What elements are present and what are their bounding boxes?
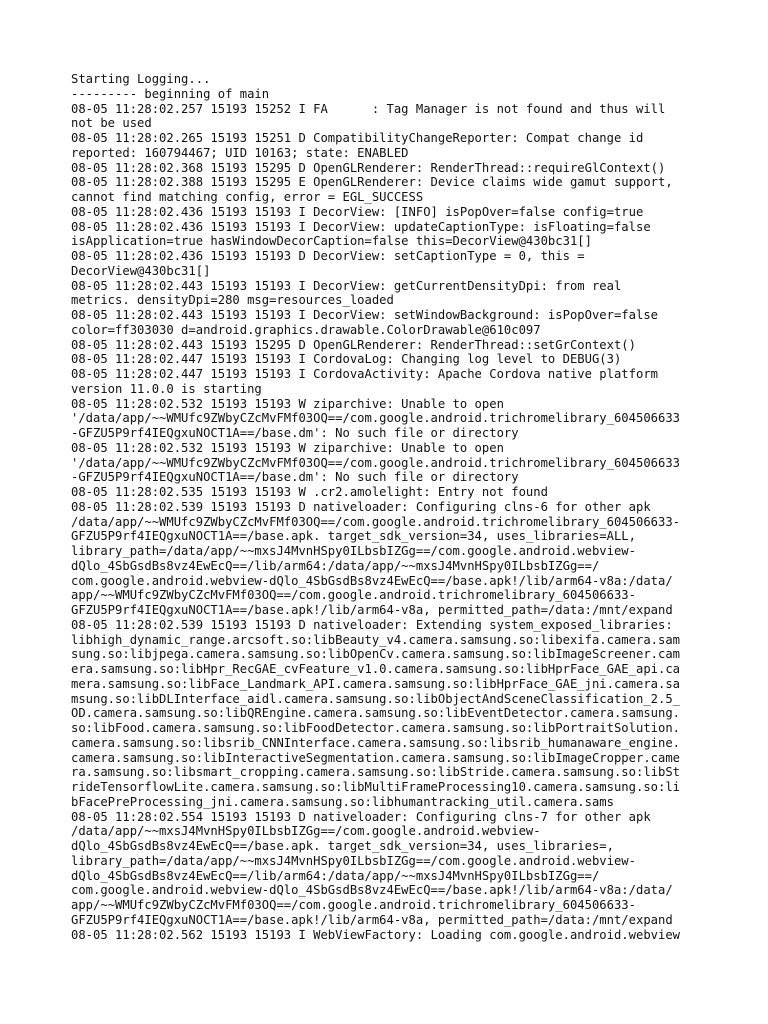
log-line: GFZU5P9rf4IEQgxuNOCT1A==/base.apk!/lib/arm64-v8a, permitted_path=/data:/mnt/expand xyxy=(71,603,673,617)
log-line: /data/app/~~WMUfc9ZWbyCZcMvFMf03OQ==/com.google.android.trichromelibrary_604506633- xyxy=(71,514,681,529)
log-line: msung.so:libDLInterface_aidl.camera.samsung.so:libObjectAndSceneClassification_2.5_ xyxy=(71,691,681,706)
log-line: 08-05 11:28:02.265 15193 15251 D CompatibilityChangeReporter: Compat change id xyxy=(71,131,644,145)
log-line: sung.so:libjpega.camera.samsung.so:libOpenCv.camera.samsung.so:libImageScreener.cam xyxy=(71,647,681,662)
log-line: dQlo_4SbGsdBs8vz4EwEcQ==/base.apk. target_sdk_version=34, uses_libraries=, xyxy=(71,839,614,853)
log-line: GFZU5P9rf4IEQgxuNOCT1A==/base.apk. target_sdk_version=34, uses_libraries=ALL, xyxy=(71,529,636,544)
log-line: GFZU5P9rf4IEQgxuNOCT1A==/base.apk!/lib/arm64-v8a, permitted_path=/data:/mnt/expand xyxy=(71,912,673,927)
log-line: libhigh_dynamic_range.arcsoft.so:libBeauty_v4.camera.samsung.so:libexifa.camera.sam xyxy=(71,632,681,647)
log-line: 08-05 11:28:02.447 15193 15193 I CordovaLog: Changing log level to DEBUG(3) xyxy=(71,352,622,367)
log-line: -GFZU5P9rf4IEQgxuNOCT1A==/base.dm': No such file or directory xyxy=(71,426,519,440)
log-line: '/data/app/~~WMUfc9ZWbyCZcMvFMf03OQ==/com.google.android.trichromelibrary_604506633 xyxy=(71,455,681,470)
log-line: DecorView@430bc31[] xyxy=(71,263,211,278)
log-line: 08-05 11:28:02.436 15193 15193 I DecorView: [INFO] isPopOver=false config=true xyxy=(71,204,644,219)
log-line: 08-05 11:28:02.554 15193 15193 D nativeloader: Configuring clns-7 for other apk xyxy=(71,809,651,824)
log-line: 08-05 11:28:02.532 15193 15193 W ziparchive: Unable to open xyxy=(71,396,504,411)
log-line: 08-05 11:28:02.443 15193 15193 I DecorView: getCurrentDensityDpi: from real xyxy=(71,278,622,293)
log-line: not be used xyxy=(71,116,152,131)
log-line: OD.camera.samsung.so:libQREngine.camera.samsung.so:libEventDetector.camera.samsung. xyxy=(71,706,681,721)
log-line: cannot find matching config, error = EGL_SUCCESS xyxy=(71,190,424,204)
log-line: reported: 160794467; UID 10163; state: ENABLED xyxy=(71,145,409,160)
log-line: 08-05 11:28:02.257 15193 15252 I FA : Tag Manager is not found and thus will xyxy=(71,101,666,116)
log-line: era.samsung.so:libHpr_RecGAE_cvFeature_v1.0.camera.samsung.so:libHprFace_GAE_api.ca xyxy=(71,662,681,676)
log-line: app/~~WMUfc9ZWbyCZcMvFMf03OQ==/com.google.android.trichromelibrary_604506633- xyxy=(71,898,636,912)
log-line: com.google.android.webview-dQlo_4SbGsdBs8vz4EwEcQ==/base.apk!/lib/arm64-v8a:/data/ xyxy=(71,883,673,898)
log-line: version 11.0.0 is starting xyxy=(71,381,262,396)
log-line: /data/app/~~mxsJ4MvnHSpy0ILbsbIZGg==/com.google.android.webview- xyxy=(71,824,541,839)
log-line: bFacePreProcessing_jni.camera.samsung.so:libhumantracking_util.camera.sams xyxy=(71,794,614,809)
log-line: library_path=/data/app/~~mxsJ4MvnHSpy0ILbsbIZGg==/com.google.android.webview- xyxy=(71,853,636,868)
log-line: 08-05 11:28:02.539 15193 15193 D nativeloader: Configuring clns-6 for other apk xyxy=(71,499,651,514)
log-line: 08-05 11:28:02.532 15193 15193 W ziparchive: Unable to open xyxy=(71,440,504,455)
log-line: Starting Logging... xyxy=(71,72,211,86)
log-line: 08-05 11:28:02.388 15193 15295 E OpenGLRenderer: Device claims wide gamut support, xyxy=(71,175,673,190)
log-line: metrics. densityDpi=280 msg=resources_loaded xyxy=(71,293,394,308)
log-line: camera.samsung.so:libsrib_CNNInterface.camera.samsung.so:libsrib_humanaware_engine. xyxy=(71,735,681,750)
log-line: isApplication=true hasWindowDecorCaption=false this=DecorView@430bc31[] xyxy=(71,234,592,249)
log-line: ra.samsung.so:libsmart_cropping.camera.samsung.so:libStride.camera.samsung.so:libSt xyxy=(71,765,681,780)
log-line: 08-05 11:28:02.436 15193 15193 D DecorView: setCaptionType = 0, this = xyxy=(71,249,585,263)
log-line: --------- beginning of main xyxy=(71,86,270,101)
log-line: 08-05 11:28:02.447 15193 15193 I CordovaActivity: Apache Cordova native platform xyxy=(71,367,658,381)
log-line: 08-05 11:28:02.562 15193 15193 I WebViewFactory: Loading com.google.android.webview xyxy=(71,927,681,942)
log-line: color=ff303030 d=android.graphics.drawable.ColorDrawable@610c097 xyxy=(71,322,541,337)
log-line: '/data/app/~~WMUfc9ZWbyCZcMvFMf03OQ==/com.google.android.trichromelibrary_604506633 xyxy=(71,411,681,426)
log-line: app/~~WMUfc9ZWbyCZcMvFMf03OQ==/com.google.android.trichromelibrary_604506633- xyxy=(71,588,636,603)
log-line: 08-05 11:28:02.443 15193 15295 D OpenGLRenderer: RenderThread::setGrContext() xyxy=(71,337,636,352)
log-line: mera.samsung.so:libFace_Landmark_API.camera.samsung.so:libHprFace_GAE_jni.camera.sa xyxy=(71,676,681,691)
log-output xyxy=(71,72,711,942)
log-line: dQlo_4SbGsdBs8vz4EwEcQ==/lib/arm64:/data/app/~~mxsJ4MvnHSpy0ILbsbIZGg==/ xyxy=(71,558,600,573)
log-line: rideTensorflowLite.camera.samsung.so:libMultiFrameProcessing10.camera.samsung.so:li xyxy=(71,780,681,794)
log-line: library_path=/data/app/~~mxsJ4MvnHSpy0ILbsbIZGg==/com.google.android.webview- xyxy=(71,544,636,558)
log-line: -GFZU5P9rf4IEQgxuNOCT1A==/base.dm': No such file or directory xyxy=(71,470,519,485)
log-line: camera.samsung.so:libInteractiveSegmentation.camera.samsung.so:libImageCropper.came xyxy=(71,750,681,765)
log-line: com.google.android.webview-dQlo_4SbGsdBs8vz4EwEcQ==/base.apk!/lib/arm64-v8a:/data/ xyxy=(71,573,673,588)
log-line: 08-05 11:28:02.539 15193 15193 D nativeloader: Extending system_exposed_libraries: xyxy=(71,617,673,632)
log-line: dQlo_4SbGsdBs8vz4EwEcQ==/lib/arm64:/data/app/~~mxsJ4MvnHSpy0ILbsbIZGg==/ xyxy=(71,868,600,883)
log-line: so:libFood.camera.samsung.so:libFoodDetector.camera.samsung.so:libPortraitSolution. xyxy=(71,721,681,735)
log-line: 08-05 11:28:02.443 15193 15193 I DecorView: setWindowBackground: isPopOver=false xyxy=(71,308,658,322)
log-line: 08-05 11:28:02.368 15193 15295 D OpenGLRenderer: RenderThread::requireGlContext() xyxy=(71,160,666,175)
log-line: 08-05 11:28:02.436 15193 15193 I DecorView: updateCaptionType: isFloating=false xyxy=(71,219,651,234)
log-line: 08-05 11:28:02.535 15193 15193 W .cr2.amolelight: Entry not found xyxy=(71,485,548,499)
